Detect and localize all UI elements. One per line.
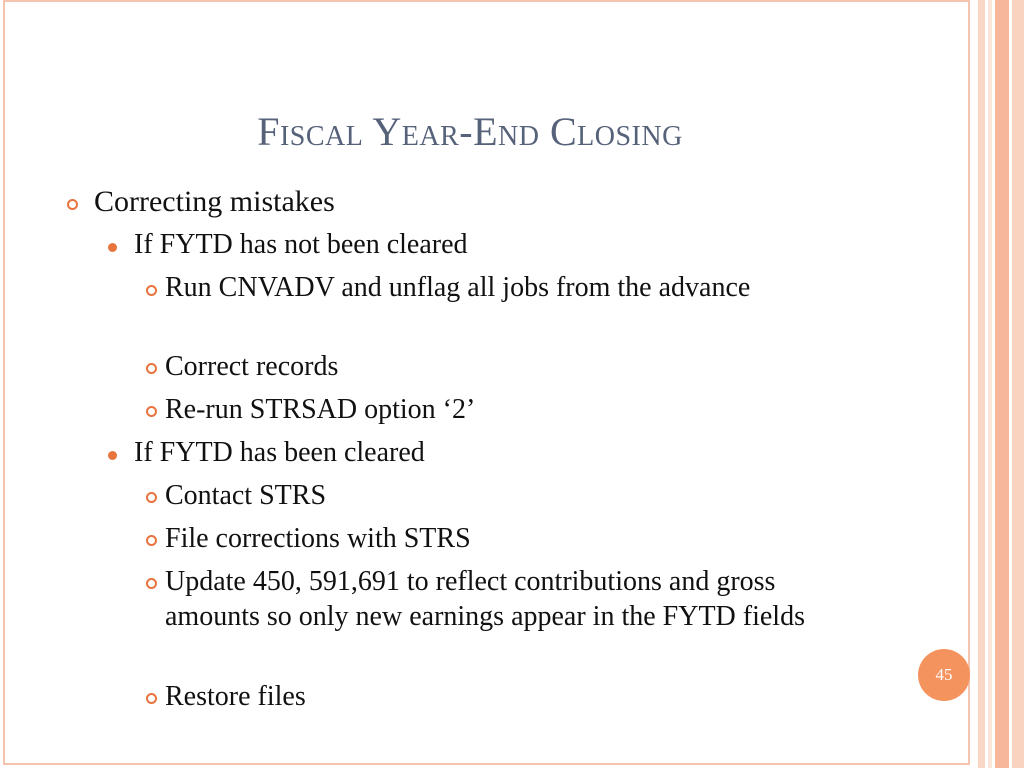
- decor-stripe: [978, 0, 985, 768]
- ring-bullet-icon: [146, 578, 157, 589]
- outline-heading: Correcting mistakes: [94, 185, 335, 218]
- group-label: If FYTD has not been cleared: [134, 229, 468, 260]
- list-item: Run CNVADV and unflag all jobs from the advance: [165, 272, 751, 303]
- ring-bullet-icon: [67, 199, 78, 210]
- dot-bullet-icon: [108, 451, 117, 460]
- ring-bullet-icon: [146, 406, 157, 417]
- ring-bullet-icon: [146, 363, 157, 374]
- decor-stripe: [988, 0, 992, 768]
- list-item: File corrections with STRS: [165, 523, 471, 554]
- list-item: Update 450, 591,691 to reflect contributions and gross amounts so only new earnings appear in the FYTD fields: [165, 566, 805, 632]
- dot-bullet-icon: [108, 243, 117, 252]
- decor-stripe: [995, 0, 1009, 768]
- ring-bullet-icon: [146, 693, 157, 704]
- slide-title: Fiscal Year-End Closing: [257, 109, 683, 154]
- list-item: Re-run STRSAD option ‘2’: [165, 394, 476, 425]
- ring-bullet-icon: [146, 285, 157, 296]
- page-number-badge: 45: [918, 649, 970, 701]
- group-label: If FYTD has been cleared: [134, 437, 425, 468]
- ring-bullet-icon: [146, 535, 157, 546]
- decor-stripe: [1012, 0, 1024, 768]
- list-item: Restore files: [165, 681, 306, 712]
- list-item: Contact STRS: [165, 480, 327, 511]
- list-item: Correct records: [165, 351, 339, 382]
- ring-bullet-icon: [146, 492, 157, 503]
